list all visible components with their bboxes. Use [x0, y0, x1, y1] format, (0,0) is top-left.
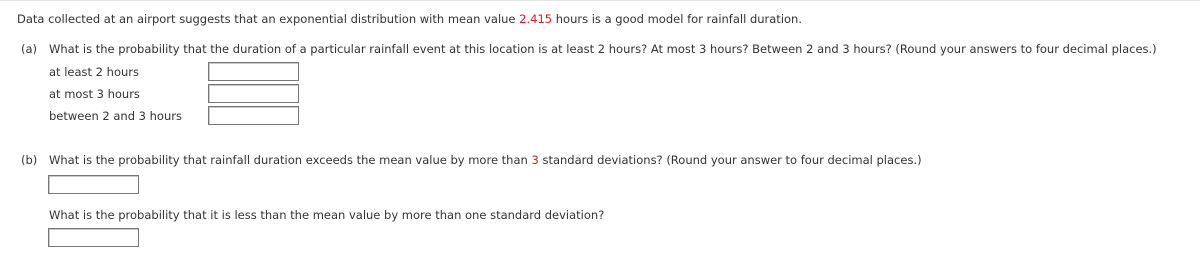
between-2-and-3-hours-label: between 2 and 3 hours	[49, 109, 182, 123]
intro-text-after: hours is a good model for rainfall duration.	[552, 12, 802, 26]
at-least-2-hours-label: at least 2 hours	[49, 65, 139, 79]
part-b-tag: (b)	[21, 153, 38, 167]
top-divider	[0, 0, 1200, 1]
intro-paragraph	[17, 12, 802, 26]
deviations-count: 3	[531, 153, 539, 167]
mean-value: 2.415	[519, 12, 553, 26]
part-b-question-2: What is the probability that it is less than the mean value by more than one standard deviation?	[49, 208, 605, 222]
between-2-and-3-hours-input[interactable]	[208, 106, 299, 125]
part-b-question-after: standard deviations? (Round your answer to four decimal places.)	[538, 153, 922, 167]
part-a-question: What is the probability that the duration of a particular rainfall event at this location is at least 2 hours? At most 3 hours? Between 2 and 3 hours? (Round your answers to four decimal places.)	[49, 42, 1157, 56]
part-a-tag: (a)	[21, 42, 38, 56]
less-than-mean-answer-input[interactable]	[48, 228, 139, 247]
intro-text-before: Data collected at an airport suggests that an exponential distribution with mean value	[17, 12, 520, 26]
exceeds-mean-answer-input[interactable]	[48, 175, 139, 194]
at-most-3-hours-label: at most 3 hours	[49, 87, 140, 101]
at-least-2-hours-input[interactable]	[208, 62, 299, 81]
part-b-question-before: What is the probability that rainfall duration exceeds the mean value by more than	[49, 153, 532, 167]
part-b-question	[49, 153, 922, 167]
at-most-3-hours-input[interactable]	[208, 84, 299, 103]
